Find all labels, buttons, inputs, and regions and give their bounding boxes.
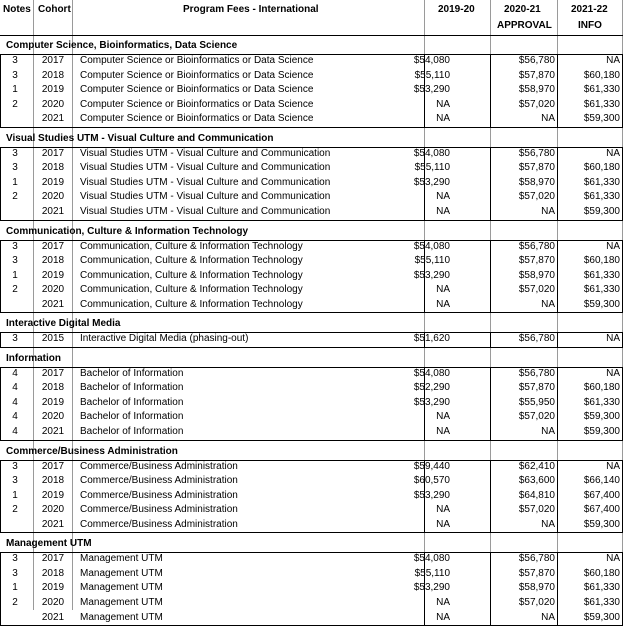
- notes-cell: 3: [12, 147, 18, 159]
- fee-2020-cell: $57,020: [518, 411, 555, 423]
- fee-2020-cell: $57,870: [518, 567, 555, 579]
- cohort-cell: 2019: [41, 269, 65, 281]
- group-title: Communication, Culture & Information Technology: [6, 225, 249, 237]
- fee-2019-cell: NA: [436, 611, 450, 623]
- cohort-cell: 2021: [41, 298, 65, 310]
- program-cell: Communication, Culture & Information Technology: [80, 240, 303, 252]
- program-cell: Communication, Culture & Information Technology: [80, 269, 303, 281]
- block-border: [557, 240, 623, 314]
- fee-2019-cell: $53,290: [413, 269, 450, 281]
- cohort-cell: 2019: [41, 582, 65, 594]
- cohort-cell: 2017: [41, 460, 65, 472]
- notes-cell: 1: [12, 176, 18, 188]
- fee-2020-cell: $56,780: [518, 55, 555, 66]
- notes-cell: 1: [12, 582, 18, 594]
- table-header: [0, 0, 623, 36]
- fee-2019-cell: $54,080: [413, 55, 450, 66]
- fee-2021-cell: $59,300: [583, 411, 620, 423]
- fee-2019-cell: $53,290: [413, 176, 450, 188]
- block-border: [490, 240, 558, 314]
- header-2020-sub: APPROVAL: [497, 20, 552, 31]
- cohort-cell: 2015: [41, 333, 65, 345]
- fee-2020-cell: $57,020: [518, 504, 555, 516]
- header-cohort: Cohort: [38, 4, 71, 15]
- group-title: Information: [6, 352, 61, 364]
- fee-2019-cell: $55,110: [414, 567, 450, 579]
- program-cell: Management UTM: [80, 611, 163, 623]
- fee-2020-cell: $63,600: [518, 475, 555, 487]
- notes-cell: 3: [12, 553, 18, 565]
- block-border: [424, 460, 491, 534]
- notes-cell: 4: [12, 382, 18, 394]
- block-border: [424, 54, 491, 128]
- fee-2020-cell: $56,780: [518, 240, 555, 252]
- fee-2020-cell: NA: [541, 611, 555, 623]
- cohort-cell: 2018: [41, 567, 65, 579]
- program-cell: Bachelor of Information: [80, 396, 184, 408]
- fee-2020-cell: $57,870: [518, 162, 555, 174]
- notes-cell: 4: [12, 426, 18, 437]
- fee-2020-cell: $57,020: [518, 596, 555, 608]
- fee-2019-cell: NA: [436, 298, 450, 310]
- block-border: [490, 54, 558, 128]
- fee-2021-cell: $59,300: [583, 113, 620, 125]
- cohort-cell: 2017: [41, 55, 65, 66]
- program-cell: Commerce/Business Administration: [80, 460, 238, 472]
- fee-2021-cell: $60,180: [583, 255, 620, 267]
- notes-cell: 3: [12, 567, 18, 579]
- block-border: [424, 332, 491, 348]
- program-cell: Communication, Culture & Information Technology: [80, 298, 303, 310]
- fee-2020-cell: $56,780: [518, 367, 555, 379]
- block-border: [0, 332, 425, 348]
- block-border: [0, 54, 425, 128]
- program-cell: Bachelor of Information: [80, 426, 184, 437]
- notes-cell: 2: [12, 504, 18, 516]
- notes-cell: 3: [12, 69, 18, 81]
- block-border: [557, 367, 623, 441]
- fee-2020-cell: $57,020: [518, 98, 555, 110]
- fee-2019-cell: NA: [436, 596, 450, 608]
- fee-2019-cell: NA: [436, 504, 450, 516]
- cohort-cell: 2020: [41, 504, 65, 516]
- program-cell: Management UTM: [80, 553, 163, 565]
- fee-2021-cell: $59,300: [583, 205, 620, 217]
- program-cell: Visual Studies UTM - Visual Culture and Communication: [80, 205, 331, 217]
- notes-cell: 4: [12, 396, 18, 408]
- fee-2021-cell: NA: [606, 333, 620, 345]
- fee-2021-cell: $60,180: [583, 567, 620, 579]
- fee-2021-cell: $61,330: [583, 84, 620, 96]
- block-border: [424, 147, 491, 221]
- notes-cell: 3: [12, 55, 18, 66]
- program-cell: Communication, Culture & Information Technology: [80, 255, 303, 267]
- fee-2021-cell: $60,180: [583, 69, 620, 81]
- block-border: [490, 460, 558, 534]
- fee-2020-cell: $62,410: [518, 460, 555, 472]
- cohort-cell: 2020: [41, 411, 65, 423]
- group-title: Commerce/Business Administration: [6, 445, 178, 457]
- fee-2021-cell: NA: [606, 553, 620, 565]
- block-border: [490, 147, 558, 221]
- fee-2020-cell: $56,780: [518, 553, 555, 565]
- block-border: [0, 552, 425, 626]
- cohort-cell: 2018: [41, 475, 65, 487]
- fee-2021-cell: $61,330: [583, 191, 620, 203]
- cohort-cell: 2021: [41, 426, 65, 437]
- fee-2021-cell: $67,400: [583, 504, 620, 516]
- block-border: [557, 552, 623, 626]
- cohort-cell: 2021: [41, 518, 65, 530]
- program-cell: Visual Studies UTM - Visual Culture and Communication: [80, 191, 331, 203]
- fee-2020-cell: $64,810: [518, 489, 555, 501]
- block-border: [424, 367, 491, 441]
- fee-2019-cell: NA: [436, 191, 450, 203]
- block-border: [490, 367, 558, 441]
- fee-2020-cell: $56,780: [518, 147, 555, 159]
- notes-cell: 4: [12, 367, 18, 379]
- cohort-cell: 2017: [41, 147, 65, 159]
- fee-2021-cell: $61,330: [583, 269, 620, 281]
- program-cell: Computer Science or Bioinformatics or Data Science: [80, 84, 314, 96]
- cohort-cell: 2017: [41, 240, 65, 252]
- fee-2019-cell: NA: [436, 411, 450, 423]
- fee-2021-cell: NA: [606, 460, 620, 472]
- cohort-cell: 2021: [41, 611, 65, 623]
- fee-2020-cell: $58,970: [518, 84, 555, 96]
- fee-2021-cell: $59,300: [583, 611, 620, 623]
- cohort-cell: 2020: [41, 98, 65, 110]
- program-cell: Bachelor of Information: [80, 367, 184, 379]
- group-title: Interactive Digital Media: [6, 318, 121, 330]
- header-program: Program Fees - International: [183, 4, 319, 15]
- notes-cell: 1: [12, 84, 18, 96]
- cohort-cell: 2018: [41, 382, 65, 394]
- program-cell: Commerce/Business Administration: [80, 489, 238, 501]
- cohort-cell: 2018: [41, 69, 65, 81]
- header-2021: 2021-22: [571, 4, 608, 15]
- program-cell: Computer Science or Bioinformatics or Data Science: [80, 69, 314, 81]
- block-border: [490, 552, 558, 626]
- fee-2021-cell: $66,140: [583, 475, 620, 487]
- notes-cell: 1: [12, 269, 18, 281]
- cohort-cell: 2020: [41, 284, 65, 296]
- program-cell: Commerce/Business Administration: [80, 518, 238, 530]
- fee-2021-cell: $60,180: [583, 162, 620, 174]
- fee-2021-cell: NA: [606, 367, 620, 379]
- fee-2019-cell: $55,110: [414, 255, 450, 267]
- fee-2019-cell: $54,080: [413, 367, 450, 379]
- fee-2020-cell: NA: [541, 113, 555, 125]
- notes-cell: 2: [12, 596, 18, 608]
- cohort-cell: 2020: [41, 596, 65, 608]
- program-cell: Commerce/Business Administration: [80, 504, 238, 516]
- fee-2020-cell: NA: [541, 298, 555, 310]
- program-cell: Computer Science or Bioinformatics or Data Science: [80, 113, 314, 125]
- fee-2021-cell: NA: [606, 55, 620, 66]
- fee-2021-cell: NA: [606, 240, 620, 252]
- fee-2019-cell: $54,080: [413, 147, 450, 159]
- fee-2020-cell: $57,020: [518, 284, 555, 296]
- notes-cell: 3: [12, 162, 18, 174]
- block-border: [0, 240, 425, 314]
- cohort-cell: 2019: [41, 396, 65, 408]
- fee-2020-cell: $58,970: [518, 582, 555, 594]
- block-border: [0, 147, 425, 221]
- fee-2021-cell: $61,330: [583, 284, 620, 296]
- header-notes: Notes: [3, 4, 31, 15]
- fee-2019-cell: $52,290: [413, 382, 450, 394]
- cohort-cell: 2017: [41, 553, 65, 565]
- fee-2019-cell: $54,080: [413, 240, 450, 252]
- header-rule: [0, 35, 623, 36]
- block-border: [424, 552, 491, 626]
- program-cell: Communication, Culture & Information Technology: [80, 284, 303, 296]
- fee-2021-cell: $61,330: [583, 98, 620, 110]
- fee-2019-cell: $51,620: [413, 333, 450, 345]
- fee-2021-cell: $61,330: [583, 596, 620, 608]
- block-border: [557, 460, 623, 534]
- notes-cell: 1: [12, 489, 18, 501]
- fee-2021-cell: $59,300: [583, 426, 620, 437]
- fee-2019-cell: $53,290: [413, 582, 450, 594]
- fee-2021-cell: $60,180: [583, 382, 620, 394]
- program-cell: Commerce/Business Administration: [80, 475, 238, 487]
- cohort-cell: 2017: [41, 367, 65, 379]
- fee-2019-cell: $55,110: [414, 69, 450, 81]
- fee-2020-cell: $57,020: [518, 191, 555, 203]
- notes-cell: 3: [12, 240, 18, 252]
- cohort-cell: 2019: [41, 176, 65, 188]
- program-cell: Bachelor of Information: [80, 411, 184, 423]
- fee-2021-cell: $67,400: [583, 489, 620, 501]
- fee-2020-cell: NA: [541, 518, 555, 530]
- fee-2020-cell: $57,870: [518, 382, 555, 394]
- program-cell: Management UTM: [80, 596, 163, 608]
- block-border: [557, 332, 623, 348]
- fee-2020-cell: NA: [541, 426, 555, 437]
- fee-2019-cell: $53,290: [413, 489, 450, 501]
- fee-2021-cell: $59,300: [583, 298, 620, 310]
- fee-2021-cell: $61,330: [583, 396, 620, 408]
- notes-cell: 3: [12, 475, 18, 487]
- fee-2021-cell: $61,330: [583, 582, 620, 594]
- group-title: Management UTM: [6, 538, 92, 550]
- program-cell: Interactive Digital Media (phasing-out): [80, 333, 249, 345]
- header-2021-sub: INFO: [578, 20, 602, 31]
- cohort-cell: 2018: [41, 162, 65, 174]
- fee-2020-cell: $58,970: [518, 176, 555, 188]
- cohort-cell: 2021: [41, 113, 65, 125]
- fee-2019-cell: NA: [436, 284, 450, 296]
- notes-cell: 3: [12, 255, 18, 267]
- notes-cell: 4: [12, 411, 18, 423]
- program-cell: Computer Science or Bioinformatics or Data Science: [80, 55, 314, 66]
- fee-2019-cell: NA: [436, 113, 450, 125]
- fee-2019-cell: $53,290: [413, 84, 450, 96]
- fee-2020-cell: $57,870: [518, 255, 555, 267]
- program-cell: Management UTM: [80, 567, 163, 579]
- fee-2020-cell: $58,970: [518, 269, 555, 281]
- fee-2019-cell: NA: [436, 205, 450, 217]
- fee-2020-cell: NA: [541, 205, 555, 217]
- program-cell: Visual Studies UTM - Visual Culture and Communication: [80, 147, 331, 159]
- notes-cell: 2: [12, 98, 18, 110]
- fee-2019-cell: $55,110: [414, 162, 450, 174]
- block-border: [490, 332, 558, 348]
- block-border: [424, 240, 491, 314]
- fee-2020-cell: $57,870: [518, 69, 555, 81]
- program-cell: Visual Studies UTM - Visual Culture and Communication: [80, 162, 331, 174]
- notes-cell: 2: [12, 284, 18, 296]
- fee-2020-cell: $55,950: [518, 396, 555, 408]
- cohort-cell: 2020: [41, 191, 65, 203]
- fee-2019-cell: NA: [436, 518, 450, 530]
- fee-2019-cell: $53,290: [413, 396, 450, 408]
- cohort-cell: 2021: [41, 205, 65, 217]
- fee-2020-cell: $56,780: [518, 333, 555, 345]
- header-2019: 2019-20: [438, 4, 475, 15]
- fee-2019-cell: NA: [436, 426, 450, 437]
- program-cell: Management UTM: [80, 582, 163, 594]
- program-cell: Computer Science or Bioinformatics or Data Science: [80, 98, 314, 110]
- cohort-cell: 2019: [41, 84, 65, 96]
- header-2020: 2020-21: [504, 4, 541, 15]
- block-border: [557, 54, 623, 128]
- fee-2019-cell: $54,080: [413, 553, 450, 565]
- notes-cell: 3: [12, 460, 18, 472]
- block-border: [0, 367, 425, 441]
- fee-2021-cell: NA: [606, 147, 620, 159]
- program-cell: Bachelor of Information: [80, 382, 184, 394]
- cohort-cell: 2018: [41, 255, 65, 267]
- notes-cell: 2: [12, 191, 18, 203]
- notes-cell: 3: [12, 333, 18, 345]
- program-cell: Visual Studies UTM - Visual Culture and Communication: [80, 176, 331, 188]
- cohort-cell: 2019: [41, 489, 65, 501]
- fee-2019-cell: $59,440: [413, 460, 450, 472]
- block-border: [0, 460, 425, 534]
- block-border: [557, 147, 623, 221]
- fee-2021-cell: $61,330: [583, 176, 620, 188]
- fee-2021-cell: $59,300: [583, 518, 620, 530]
- fee-2019-cell: $60,570: [413, 475, 450, 487]
- group-title: Computer Science, Bioinformatics, Data Science: [6, 40, 238, 51]
- fee-2019-cell: NA: [436, 98, 450, 110]
- group-title: Visual Studies UTM - Visual Culture and Communication: [6, 132, 274, 144]
